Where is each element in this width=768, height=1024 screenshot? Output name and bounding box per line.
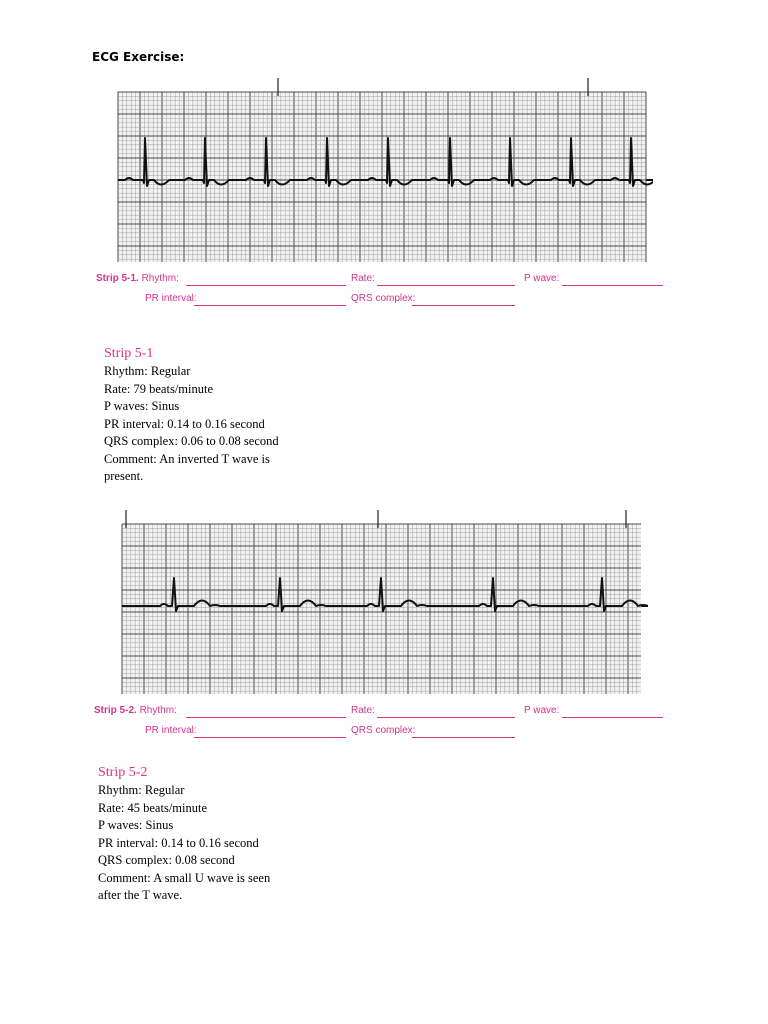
qrs-complex-label: QRS complex: [351,293,416,304]
page-title: ECG Exercise: [92,50,185,64]
ecg-strip-5-2 [112,510,648,696]
p-wave-label: P wave: [524,273,560,284]
ecg-strip-5-1 [108,78,653,264]
answer-line: present. [104,469,144,483]
answer-line: Rate: 79 beats/minute [104,381,214,396]
answer-line: PR interval: 0.14 to 0.16 second [104,416,265,431]
answer-line: Comment: A small U wave is seen [98,870,271,885]
answer-line: Comment: An inverted T wave is [104,451,270,466]
answer-block-strip-5-1 [104,345,279,486]
p-wave-blank[interactable] [562,285,663,286]
rate-label: Rate: [351,705,375,716]
pr-interval-label: PR interval: [145,725,197,736]
answer-heading: Strip 5-1 [104,346,154,361]
answer-line: QRS complex: 0.08 second [98,853,235,867]
rhythm-label: Rhythm: [141,273,179,284]
rate-blank[interactable] [377,285,515,286]
answer-line: after the T wave. [98,888,183,902]
answer-line: Rhythm: Regular [98,783,185,797]
pr-interval-blank[interactable] [194,305,346,306]
qrs-complex-label: QRS complex: [351,725,416,736]
qrs-complex-blank[interactable] [412,737,515,738]
pr-interval-label: PR interval: [145,293,197,304]
p-wave-label: P wave: [524,705,560,716]
answer-line: Rhythm: Regular [104,364,191,378]
answer-heading: Strip 5-2 [98,765,148,780]
p-wave-blank[interactable] [562,717,663,718]
strip-5-1-label: Strip 5-1. [96,273,139,284]
answer-line: P waves: Sinus [98,818,174,832]
answer-line: Rate: 45 beats/minute [98,800,208,815]
answer-line: QRS complex: 0.06 to 0.08 second [104,434,279,448]
rate-label: Rate: [351,273,375,284]
rhythm-blank[interactable] [186,285,346,286]
rhythm-blank[interactable] [186,717,346,718]
strip-5-2-label: Strip 5-2. [94,705,137,716]
answer-line: PR interval: 0.14 to 0.16 second [98,835,259,850]
ecg-grid [118,92,646,262]
qrs-complex-blank[interactable] [412,305,515,306]
pr-interval-blank[interactable] [194,737,346,738]
rhythm-label: Rhythm: [139,705,177,716]
answer-line: P waves: Sinus [104,399,180,413]
rate-blank[interactable] [377,717,515,718]
answer-block-strip-5-2 [98,764,270,905]
